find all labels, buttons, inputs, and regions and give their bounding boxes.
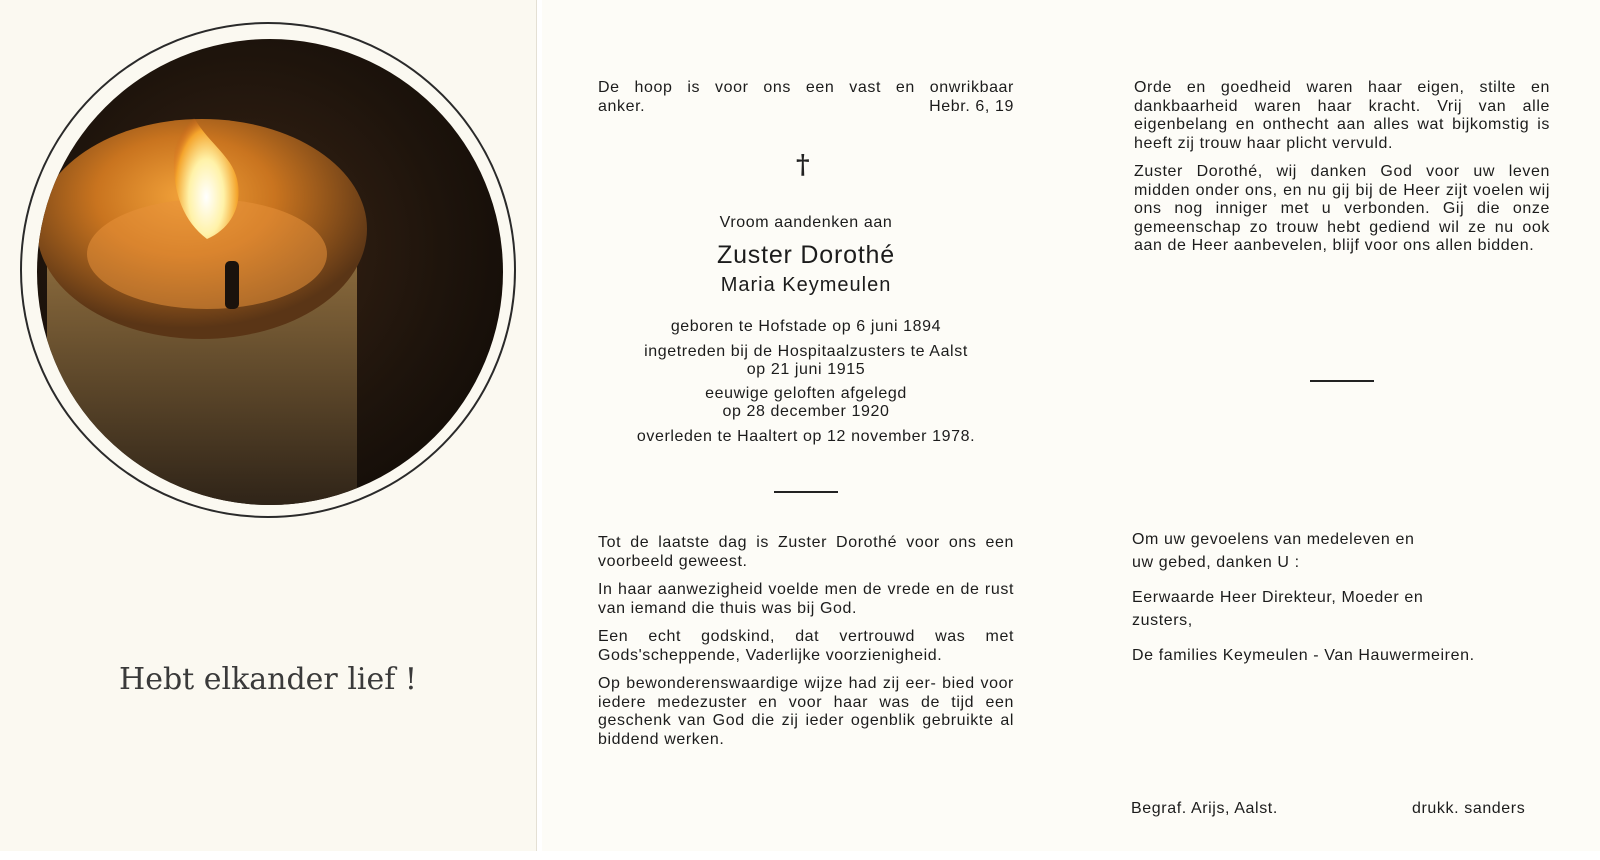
acknowledgements <box>1132 528 1552 667</box>
virtues-paragraph: Zuster Dorothé, wij danken God voor uw leven midden onder ons, en nu gij bij de Heer zijt voelen wij ons nog inniger met u verbonden. Gij die onze gemeenschap zo trouw hebt gediend wil ze nu ook aan de Heer aanbevelen, blijf voor ons allen bidden. <box>1134 163 1550 254</box>
quote-reference: Hebr. 6, 19 <box>929 97 1014 115</box>
deceased-name: Zuster Dorothé <box>717 240 895 269</box>
divider <box>774 491 838 493</box>
thanks-line: uw gebed, danken U : <box>1132 554 1300 571</box>
tribute-paragraph: Een echt godskind, dat vertrouwd was met Gods'scheppende, Vaderlijke voorzienigheid. <box>598 628 1014 664</box>
funeral-director: Begraf. Arijs, Aalst. <box>1131 800 1278 817</box>
bio-line: op 21 juni 1915 <box>746 361 866 378</box>
bio-line: op 28 december 1920 <box>722 403 890 420</box>
printer-credit: drukk. sanders <box>1412 800 1526 817</box>
deceased-civil-name: Maria Keymeulen <box>720 273 892 296</box>
divider <box>1310 380 1374 382</box>
quote-line-2 <box>598 98 1014 117</box>
tribute-paragraph: Op bewonderenswaardige wijze had zij eer- bied voor iedere medezuster en voor haar was de tijd een geschenk van God die zij ieder ogenblik gebruikte al biddend werken. <box>598 675 1014 748</box>
quote-line-2-text: anker. <box>598 97 646 115</box>
families-line: De families Keymeulen - Van Hauwermeiren. <box>1132 647 1475 664</box>
memorial-intro: Vroom aandenken aan <box>719 214 893 231</box>
virtues-text <box>1134 79 1550 266</box>
memorial-header <box>598 214 1014 299</box>
virtues-paragraph: Orde en goedheid waren haar eigen, stilte en dankbaarheid waren haar kracht. Vrij van alle eigenbelang en onthecht aan alles wat bijkomstig is heeft zij trouw haar plicht vervuld. <box>1134 79 1550 152</box>
tribute-paragraph: In haar aanwezigheid voelde men de vrede en de rust van iemand die thuis was bij God. <box>598 581 1014 617</box>
bio-line: ingetreden bij de Hospitaalzusters te Aalst <box>644 342 968 360</box>
tribute-paragraph: Tot de laatste dag is Zuster Dorothé voor ons een voorbeeld geweest. <box>598 534 1014 570</box>
biography <box>598 318 1014 446</box>
scripture-quote <box>598 79 1014 116</box>
tribute-text <box>598 534 1014 759</box>
bio-line: geboren te Hofstade op 6 juni 1894 <box>670 318 942 335</box>
thanks-line: zusters, <box>1132 612 1193 629</box>
motto: Hebt elkander lief ! <box>119 662 417 697</box>
thanks-line: Om uw gevoelens van medeleven en <box>1132 531 1415 548</box>
thanks-line: Eerwaarde Heer Direkteur, Moeder en <box>1132 589 1424 606</box>
bio-line: eeuwige geloften afgelegd <box>705 384 907 402</box>
candle-image <box>37 39 503 505</box>
candle-photo <box>37 39 503 505</box>
cross-icon: † <box>796 150 810 180</box>
quote-line-1: De hoop is voor ons een vast en onwrikbaar <box>598 79 1014 96</box>
bio-line: overleden te Haaltert op 12 november 1978. <box>636 427 976 445</box>
